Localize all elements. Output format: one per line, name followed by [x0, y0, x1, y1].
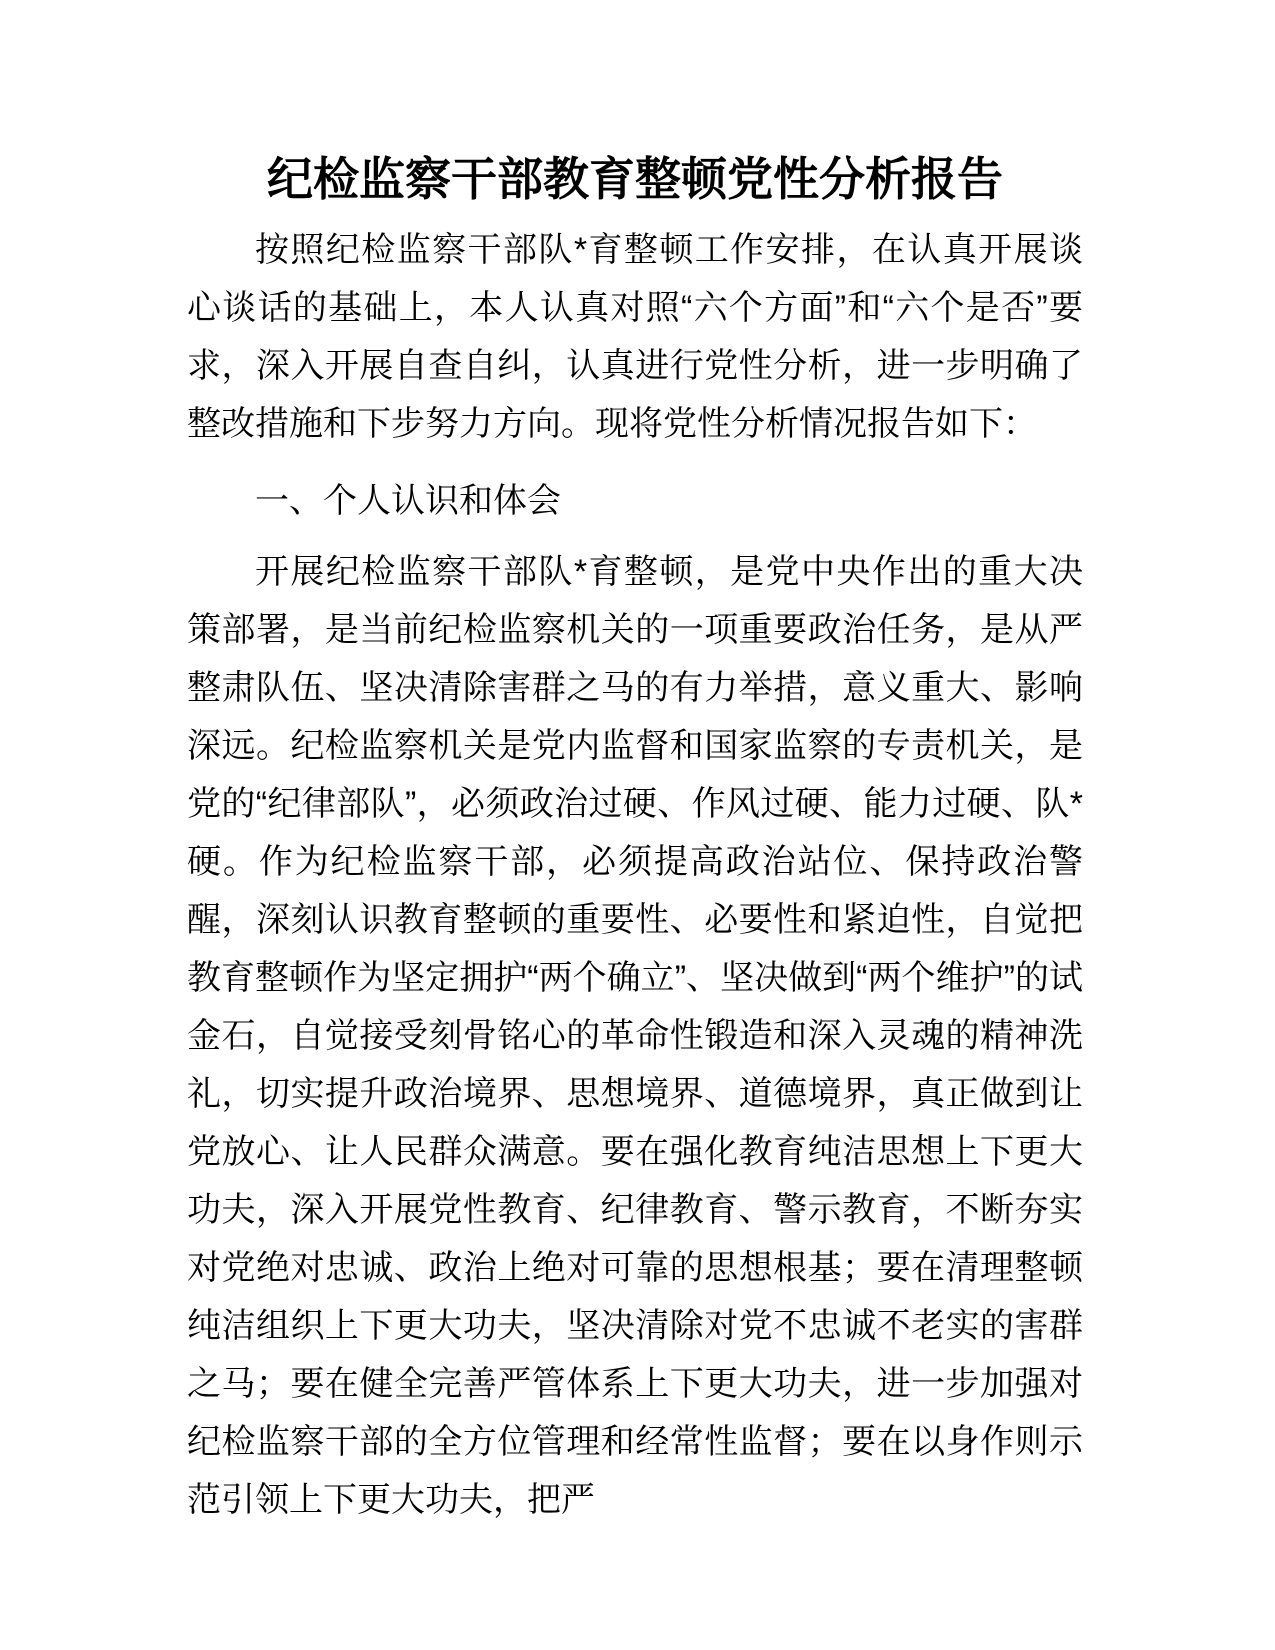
intro-paragraph: 按照纪检监察干部队*育整顿工作安排，在认真开展谈心谈话的基础上，本人认真对照“六个方面”和“六个是否”要求，深入开展自查自纠，认真进行党性分析，进一步明确了整改措施和下步努力方向。现将党性分析情况报告如下： [187, 231, 1083, 443]
section-1-heading: 一、个人认识和体会 [255, 482, 561, 520]
document-title: 纪检监察干部教育整顿党性分析报告 [267, 153, 1003, 205]
section-1-paragraph: 开展纪检监察干部队*育整顿，是党中央作出的重大决策部署，是当前纪检监察机关的一项重要政治任务，是从严整肃队伍、坚决清除害群之马的有力举措，意义重大、影响深远。纪检监察机关是党内监督和国家监察的专责机关，是党的“纪律部队”，必须政治过硬、作风过硬、能力过硬、队*硬。作为纪检监察干部，必须提高政治站位、保持政治警醒，深刻认识教育整顿的重要性、必要性和紧迫性，自觉把教育整顿作为坚定拥护“两个确立”、坚决做到“两个维护”的试金石，自觉接受刻骨铭心的革命性锻造和深入灵魂的精神洗礼，切实提升政治境界、思想境界、道德境界，真正做到让党放心、让人民群众满意。要在强化教育纯洁思想上下更大功夫，深入开展党性教育、纪律教育、警示教育，不断夯实对党绝对忠诚、政治上绝对可靠的思想根基；要在清理整顿纯洁组织上下更大功夫，坚决清除对党不忠诚不老实的害群之马；要在健全完善严管体系上下更大功夫，进一步加强对纪检监察干部的全方位管理和经常性监督；要在以身作则示范引领上下更大功夫，把严 [187, 553, 1083, 1519]
